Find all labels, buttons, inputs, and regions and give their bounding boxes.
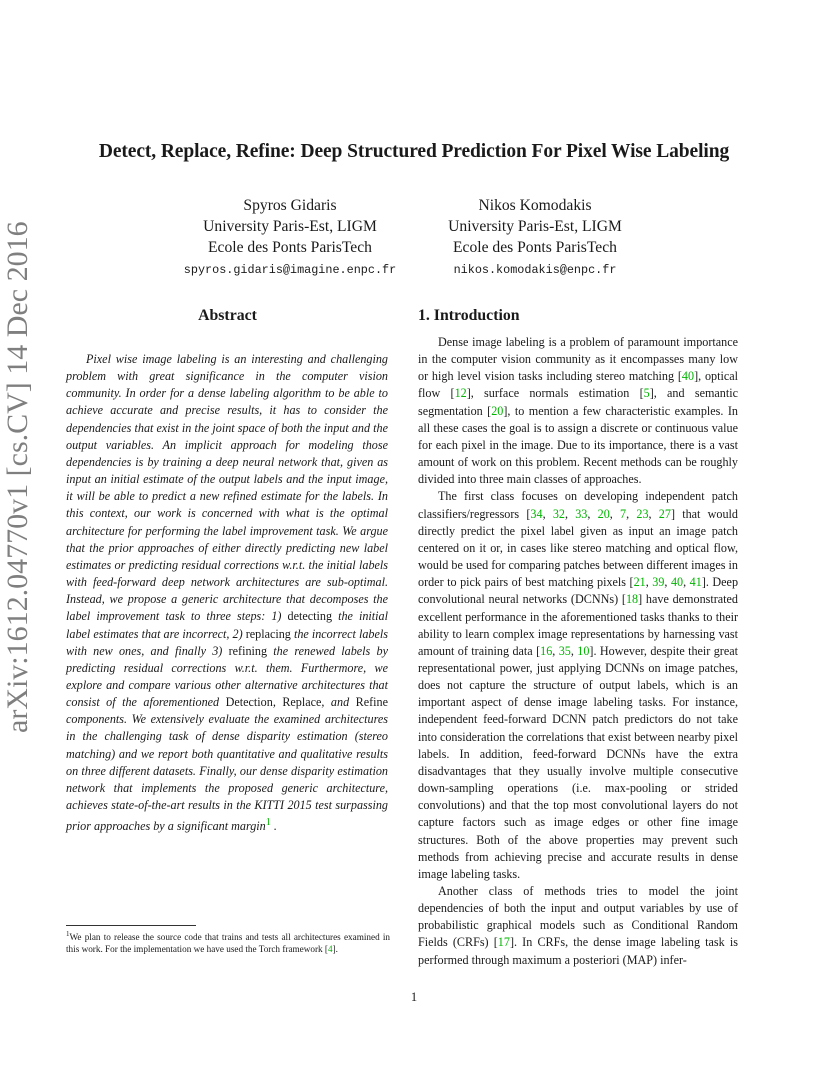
author-affiliation: University Paris-Est, LIGM bbox=[448, 218, 622, 235]
abstract-heading: Abstract bbox=[198, 307, 257, 324]
citation-link[interactable]: 34 bbox=[530, 506, 543, 521]
author-name: Nikos Komodakis bbox=[478, 197, 592, 214]
citation-link[interactable]: 20 bbox=[491, 403, 504, 418]
author-institution: Ecole des Ponts ParisTech bbox=[208, 239, 372, 256]
citation-link[interactable]: 18 bbox=[625, 592, 639, 607]
author-email[interactable]: nikos.komodakis@enpc.fr bbox=[453, 263, 617, 277]
footnote-rule bbox=[66, 925, 196, 926]
intro-paragraph-1: Dense image labeling is a problem of paramount importance in the computer vision community as it encompasses many low or high level vision tasks including stereo matching [40], optical flow [12], surface normals estimation [5], and semantic segmentation [20], to mention a few characteristic examples. In all these cases the goal is to assign a discrete or continuous value for each pixel in the image. Due to its importance, there is a vast amount of work on this problem. Recent methods can be roughly divided into three main classes of approaches. bbox=[418, 335, 739, 487]
citation-link[interactable]: 41 bbox=[689, 575, 702, 590]
citation-link[interactable]: 12 bbox=[454, 386, 467, 401]
citation-link[interactable]: 4 bbox=[327, 944, 333, 955]
citation-link[interactable]: 32 bbox=[552, 506, 565, 521]
page-number: 1 bbox=[410, 990, 418, 1004]
introduction-body bbox=[418, 334, 738, 969]
citation-link[interactable]: 17 bbox=[497, 935, 510, 950]
citation-link[interactable]: 35 bbox=[558, 643, 571, 658]
author-affiliation: University Paris-Est, LIGM bbox=[203, 218, 377, 235]
author-email[interactable]: spyros.gidaris@imagine.enpc.fr bbox=[183, 263, 397, 277]
citation-link[interactable]: 7 bbox=[620, 506, 627, 521]
citation-link[interactable]: 33 bbox=[575, 506, 588, 521]
author-name: Spyros Gidaris bbox=[243, 197, 337, 214]
footnote: $^1$We plan to release the source code that trains and tests all architectures examined in this work. For the implementation we have used the Torch framework [4]. bbox=[66, 930, 390, 955]
citation-link[interactable]: 40 bbox=[681, 369, 695, 384]
citation-link[interactable]: 5 bbox=[643, 386, 650, 401]
citation-link[interactable]: 23 bbox=[636, 506, 649, 521]
arxiv-stamp: arXiv:1612.04770v1 [cs.CV] 14 Dec 2016 bbox=[1, 221, 34, 733]
intro-paragraph-2: The first class focuses on developing independent patch classifiers/regressors [34, 32, 33, 20, 7, 23, 27] that would directly predict the pixel label given as input an image patch centered on it or, in cases like stereo matching and optical flow, would be used for comparing patches between different images in order to pick pairs of best matching pixels [21, 39, 40, 41]. Deep convolutional neural networks (DCNNs) [18] have demonstrated excellent performance in the aforementioned tasks thanks to their ability to learn complex image representations by harnessing vast amount of training data [16, 35, 10]. However, despite their great representational power, just applying DCNNs on image patches, does not capture the structure of output labels, which is an important aspect of dense image labeling tasks. For instance, independent feed-forward DCNN patch predictors do not take into consideration the correlations that exist between nearby pixel labels. In addition, feed-forward DCNNs have the extra disadvantages that they usually involve multiple consecutive down-sampling operations (i.e. max-pooling or strided convolutions) and that the top most convolutional layers do not capture factors such as image edges or other fine image structures. Both of the above properties may prevent such methods from achieving precise and accurate results in dense image labeling tasks. bbox=[418, 489, 739, 881]
citation-link[interactable]: 40 bbox=[670, 575, 684, 590]
abstract-paragraph: Pixel wise image labeling is an interesting and challenging problem with great significance in the computer vision community. In order for a dense labeling algorithm to be able to achieve accurate and precise results, it has to consider the dependencies that exist in the joint space of both the input and the output variables. An implicit approach for modeling those dependencies is by training a deep neural network that, given as input an initial estimate of the output labels and the input image, it will be able to predict a new refined estimate for the labels. In this context, our work is concerned with what is the optimal architecture for performing the label improvement task. We argue that the prior approaches of either directly predicting new label estimates or predicting residual corrections w.r.t. the initial labels with feed-forward deep network architectures are sub-optimal. Instead, we propose a generic architecture that decomposes the label improvement task to three steps: 1) detecting the initial label estimates that are incorrect, 2) replacing the incorrect labels with new ones, and finally 3) refining the renewed labels by predicting residual corrections w.r.t. them. Furthermore, we explore and compare various other alternative architectures that consist of the aforementioned Detection, Replace, and Refine components. We extensively evaluate the examined architectures in the challenging task of dense disparity estimation (stereo matching) and we report both quantitative and qualitative results on three different datasets. Finally, our dense disparity estimation network that implements the proposed generic architecture, achieves state-of-the-art results in the KITTI 2015 test surpassing prior approaches by a significant margin$^1$ . bbox=[66, 352, 388, 834]
citation-link[interactable]: 20 bbox=[597, 506, 610, 521]
paper-title: Detect, Replace, Refine: Deep Structured Prediction For Pixel Wise Labeling bbox=[98, 141, 730, 162]
introduction-heading: 1. Introduction bbox=[418, 307, 520, 324]
footnote-marker[interactable]: 1 bbox=[265, 817, 271, 829]
intro-paragraph-3: Another class of methods tries to model the joint dependencies of both the input and output variables by use of probabilistic graphical models such as Conditional Random Fields (CRFs) [17]. In CRFs, the dense image labeling task is performed through maximum a posteriori (MAP) infer- bbox=[418, 884, 738, 967]
author-block-1 bbox=[150, 195, 430, 281]
abstract-body bbox=[66, 351, 388, 835]
citation-link[interactable]: 10 bbox=[577, 643, 590, 658]
author-institution: Ecole des Ponts ParisTech bbox=[453, 239, 617, 256]
citation-link[interactable]: 16 bbox=[540, 643, 553, 658]
citation-link[interactable]: 27 bbox=[658, 506, 671, 521]
citation-link[interactable]: 21 bbox=[633, 575, 646, 590]
author-block-2 bbox=[400, 195, 670, 281]
citation-link[interactable]: 39 bbox=[652, 575, 665, 590]
